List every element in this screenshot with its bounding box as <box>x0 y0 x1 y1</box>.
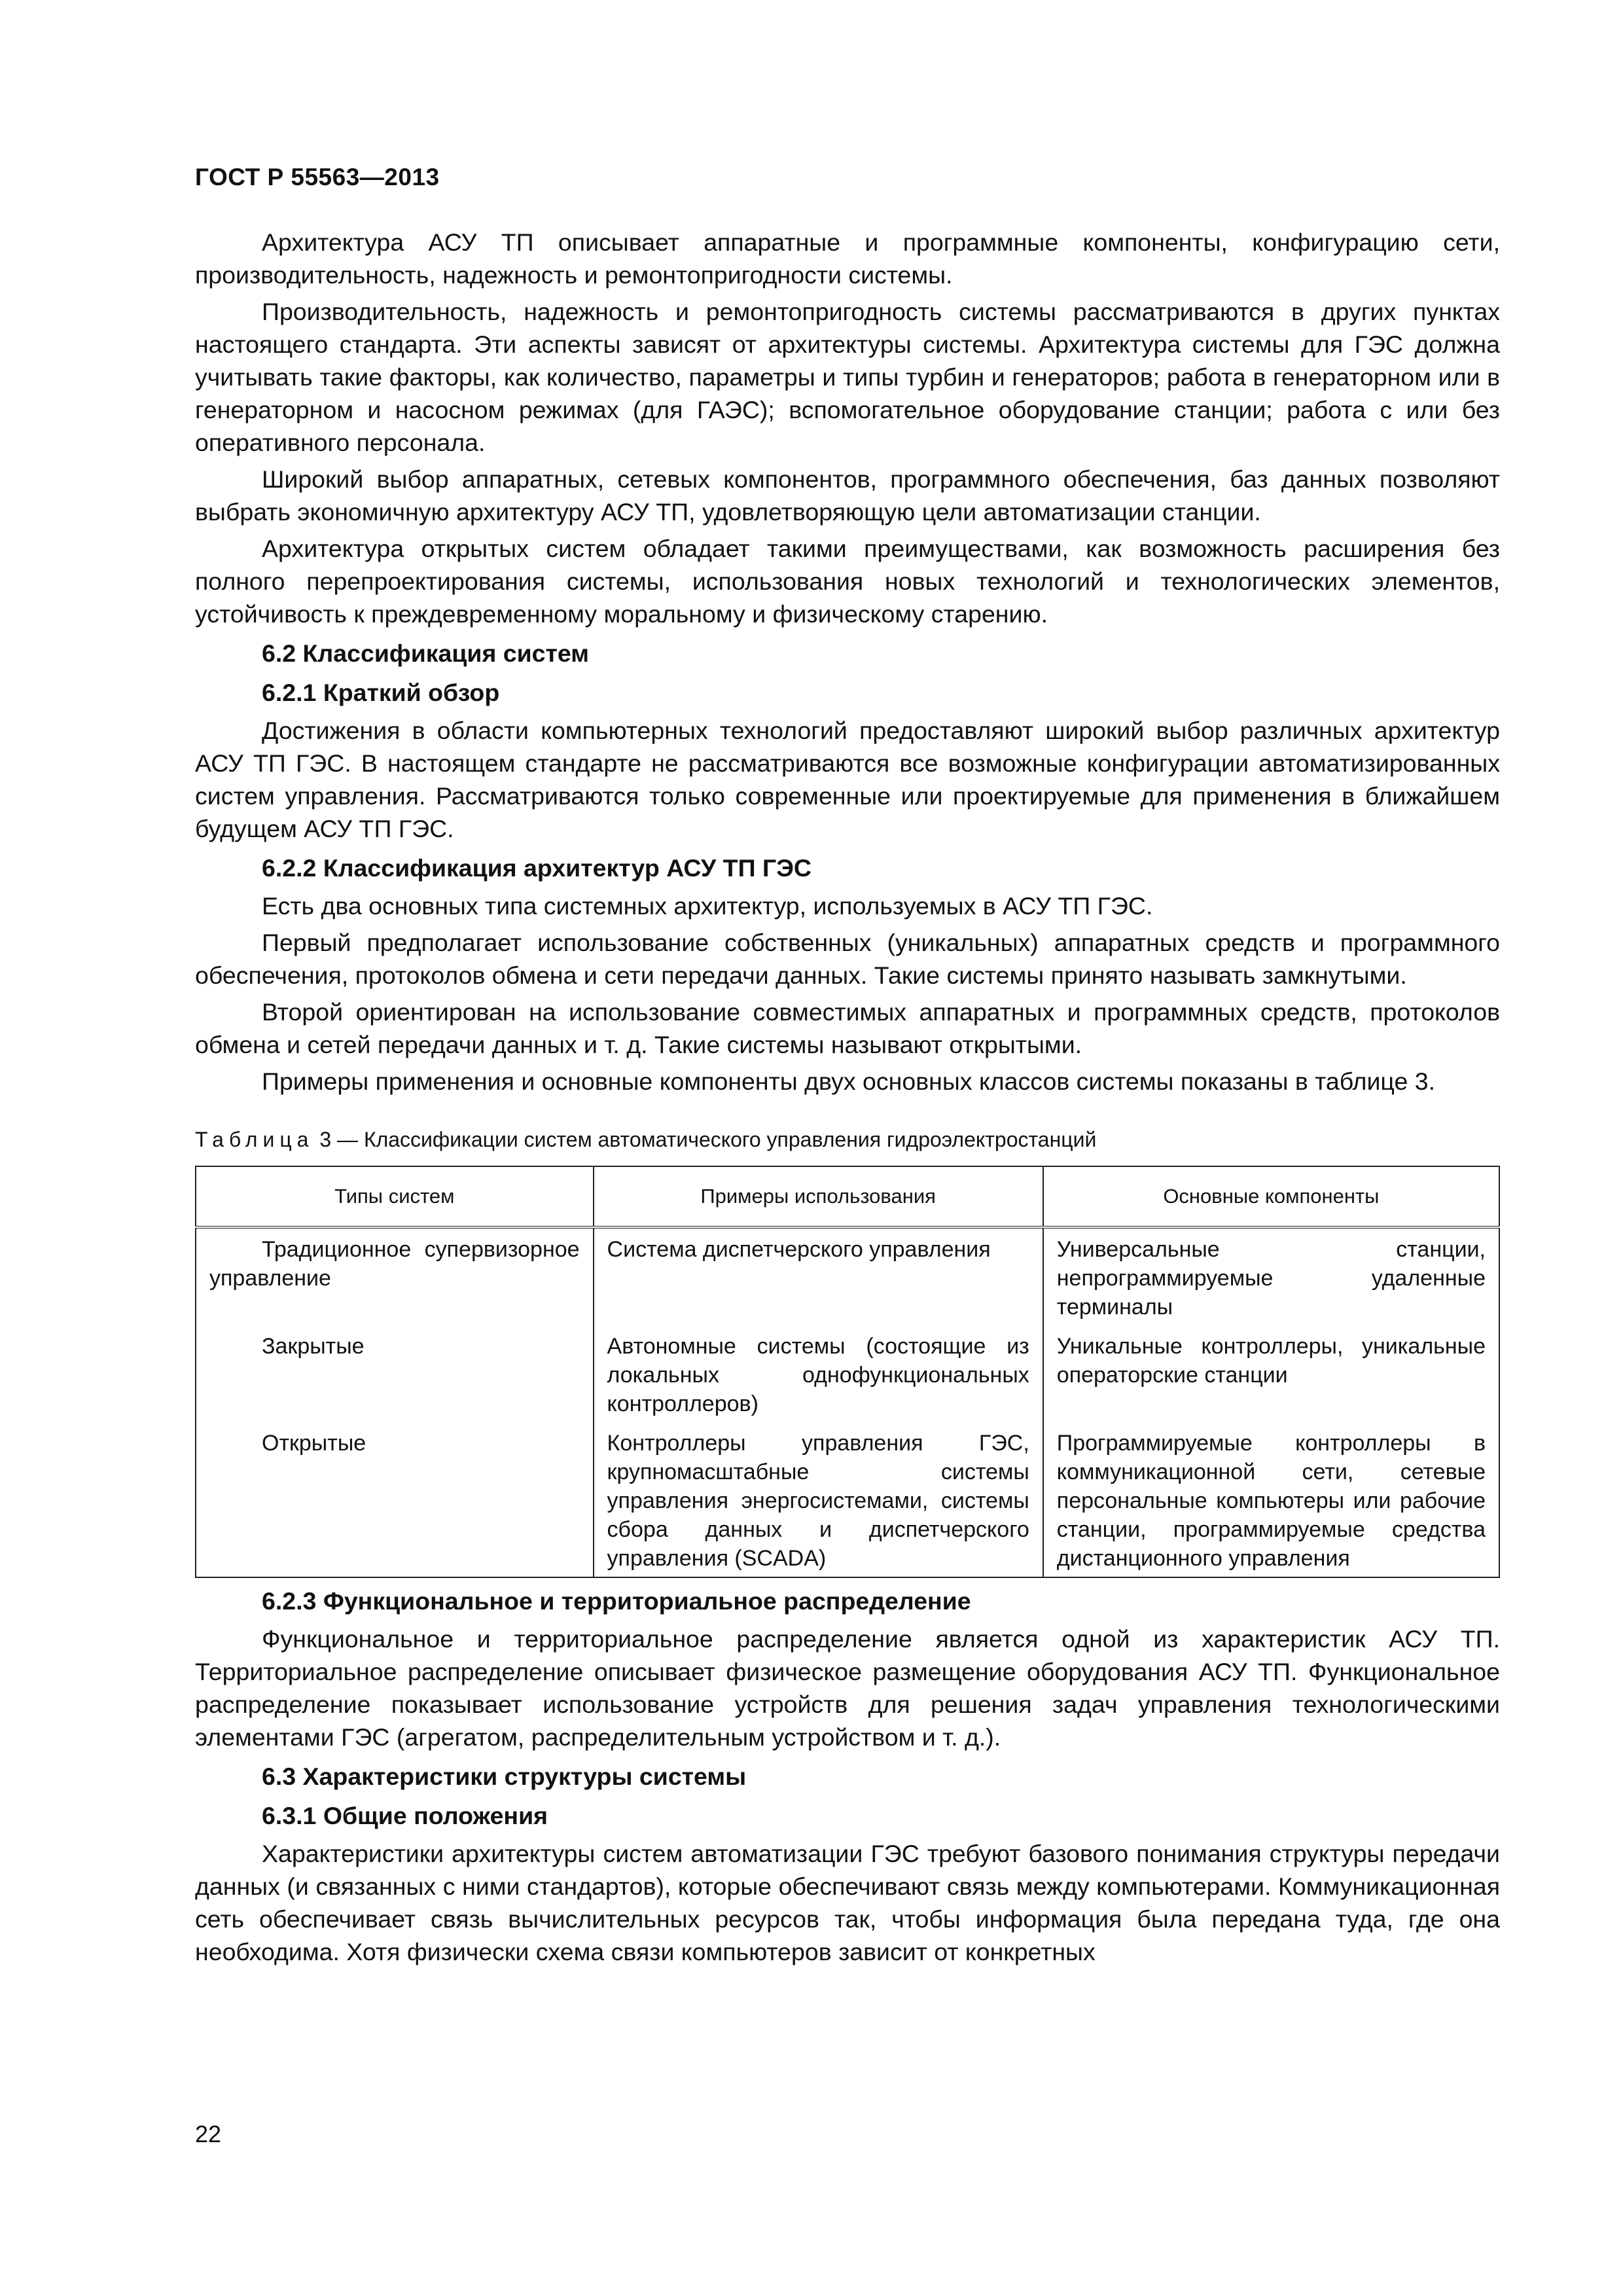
table-cell: Универсальные станции, непрограммируемые удаленные терминалы <box>1043 1227 1499 1325</box>
paragraph: Архитектура открытых систем обладает такими преимуществами, как возможность расширения без полного перепроектирования системы, использования новых технологий и технологических элементов, устойчивость к преждевременному моральному и физическому старению. <box>195 535 1500 628</box>
page-number: 22 <box>195 2121 222 2147</box>
section-heading-6-3: 6.3 Характеристики структуры системы <box>262 1763 747 1790</box>
table-row <box>196 1325 1499 1422</box>
table-header-row <box>196 1166 1499 1227</box>
table-cell: Традиционное супервизорное управление <box>196 1227 594 1325</box>
table-row <box>196 1227 1499 1325</box>
table-cell: Система диспетчерского управления <box>594 1227 1043 1325</box>
table-cell: Уникальные контроллеры, уникальные операторские станции <box>1043 1325 1499 1422</box>
table-cell: Программируемые контроллеры в коммуникационной сети, сетевые персональные компьютеры или рабочие станции, программируемые средства дистанционного управления <box>1043 1422 1499 1577</box>
table-cell: Автономные системы (состоящие из локальных однофункциональных контроллеров) <box>594 1325 1043 1422</box>
table-header-cell: Примеры использования <box>594 1166 1043 1227</box>
section-heading-6-3-1: 6.3.1 Общие положения <box>262 1802 548 1829</box>
section-heading-6-2-2: 6.2.2 Классификация архитектур АСУ ТП ГЭС <box>262 854 812 882</box>
table-caption <box>195 1126 1500 1153</box>
section-heading-6-2: 6.2 Классификация систем <box>262 639 590 667</box>
table-caption-label: Таблица <box>195 1128 314 1151</box>
table-cell: Закрытые <box>196 1325 594 1422</box>
paragraph: Примеры применения и основные компоненты двух основных классов системы показаны в таблице 3. <box>262 1067 1436 1095</box>
paragraph: Есть два основных типа системных архитектур, используемых в АСУ ТП ГЭС. <box>262 892 1153 920</box>
section-heading-6-2-1: 6.2.1 Краткий обзор <box>262 679 500 706</box>
paragraph: Производительность, надежность и ремонтопригодность системы рассматриваются в других пунктах настоящего стандарта. Эти аспекты зависят от архитектуры системы. Архитектура системы для ГЭС должна учитывать такие факторы, как количество, параметры и типы турбин и генераторов; работа в генераторном или в генераторном и насосном режимах (для ГАЭС); вспомогательное оборудование станции; работа с или без оперативного персонала. <box>195 298 1500 456</box>
document-body <box>195 226 1500 1972</box>
table-cell: Контроллеры управления ГЭС, крупномасштабные системы управления энергосистемами, системы сбора данных и диспетчерского управления (SCADA) <box>594 1422 1043 1577</box>
standard-header: ГОСТ Р 55563—2013 <box>195 164 440 190</box>
paragraph: Архитектура АСУ ТП описывает аппаратные и программные компоненты, конфигурацию сети, производительность, надежность и ремонтопригодности системы. <box>195 228 1500 289</box>
section-heading-6-2-3: 6.2.3 Функциональное и территориальное распределение <box>262 1587 971 1615</box>
classification-table <box>195 1166 1500 1578</box>
paragraph: Второй ориентирован на использование совместимых аппаратных и программных средств, протоколов обмена и сетей передачи данных и т. д. Такие системы называют открытыми. <box>195 998 1500 1058</box>
table-header-cell: Основные компоненты <box>1043 1166 1499 1227</box>
paragraph: Первый предполагает использование собственных (уникальных) аппаратных средств и программного обеспечения, протоколов обмена и сети передачи данных. Такие системы принято называть замкнутыми. <box>195 929 1500 989</box>
paragraph: Достижения в области компьютерных технологий предоставляют широкий выбор различных архитектур АСУ ТП ГЭС. В настоящем стандарте не рассматриваются все возможные конфигурации автоматизированных систем управления. Рассматриваются только современные или проектируемые для применения в ближайшем будущем АСУ ТП ГЭС. <box>195 717 1500 842</box>
table-caption-text: 3 — Классификации систем автоматического управления гидроэлектростанций <box>319 1128 1097 1151</box>
table-header-cell: Типы систем <box>196 1166 594 1227</box>
paragraph: Широкий выбор аппаратных, сетевых компонентов, программного обеспечения, баз данных позволяют выбрать экономичную архитектуру АСУ ТП, удовлетворяющую цели автоматизации станции. <box>195 465 1500 526</box>
table-row <box>196 1422 1499 1577</box>
table-cell: Открытые <box>196 1422 594 1577</box>
paragraph: Характеристики архитектуры систем автоматизации ГЭС требуют базового понимания структуры передачи данных (и связанных с ними стандартов), которые обеспечивают связь между компьютерами. Коммуникационная сеть обеспечивает связь вычислительных ресурсов так, чтобы информация была передана туда, где она необходима. Хотя физически схема связи компьютеров зависит от конкретных <box>195 1840 1500 1965</box>
paragraph: Функциональное и территориальное распределение является одной из характеристик АСУ ТП. Территориальное распределение описывает физическое размещение оборудования АСУ ТП. Функциональное распределение показывает использование устройств для решения задач управления технологическими элементами ГЭС (агрегатом, распределительным устройством и т. д.). <box>195 1625 1500 1751</box>
